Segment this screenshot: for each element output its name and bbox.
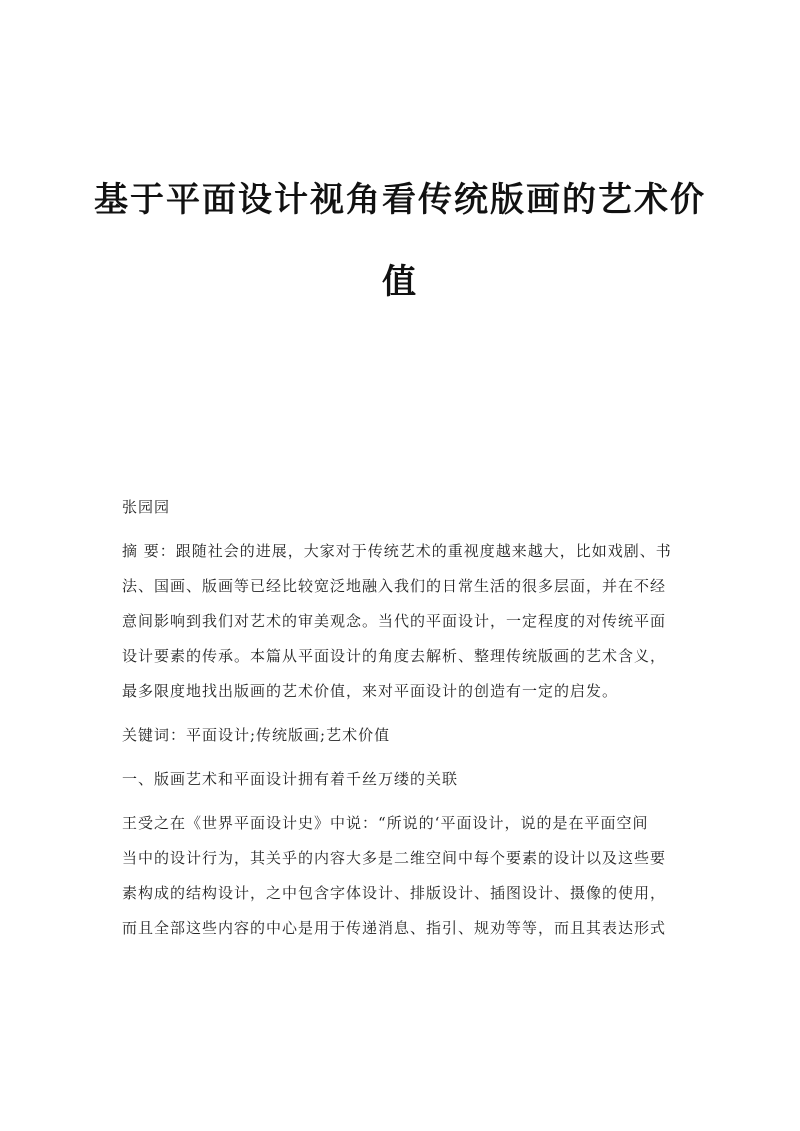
document-body	[122, 490, 682, 946]
abstract-line: 法、国画、版画等已经比较宽泛地融入我们的日常生活的很多层面，并在不经	[122, 577, 667, 595]
document-title	[0, 180, 800, 302]
abstract-line: 最多限度地找出版画的艺术价值，来对平面设计的创造有一定的启发。	[122, 682, 619, 700]
paragraph-line: 王受之在《世界平面设计史》中说：“所说的‘平面设计，说的是在平面空间	[122, 814, 649, 832]
abstract-line: 意间影响到我们对艺术的审美观念。当代的平面设计，一定程度的对传统平面	[122, 612, 667, 630]
section-paragraph	[122, 806, 682, 946]
abstract-line: 摘 要：跟随社会的进展，大家对于传统艺术的重视度越来越大，比如戏剧、书	[122, 542, 672, 560]
paragraph-line: 而且全部这些内容的中心是用于传递消息、指引、规劝等等，而且其表达形式	[122, 919, 667, 937]
title-line-1: 基于平面设计视角看传统版画的艺术价	[94, 180, 706, 220]
paragraph-line: 当中的设计行为，其关乎的内容大多是二维空间中每个要素的设计以及这些要	[122, 849, 667, 867]
title-line-2: 值	[382, 262, 418, 302]
abstract	[122, 534, 682, 709]
keywords: 关键词：平面设计;传统版画;艺术价值	[122, 726, 391, 744]
abstract-line: 设计要素的传承。本篇从平面设计的角度去解析、整理传统版画的艺术含义，	[122, 647, 667, 665]
paragraph-line: 素构成的结构设计，之中包含字体设计、排版设计、插图设计、摄像的使用，	[122, 884, 667, 902]
author-name: 张园园	[122, 498, 171, 516]
section-heading: 一、版画艺术和平面设计拥有着千丝万缕的关联	[122, 770, 459, 788]
